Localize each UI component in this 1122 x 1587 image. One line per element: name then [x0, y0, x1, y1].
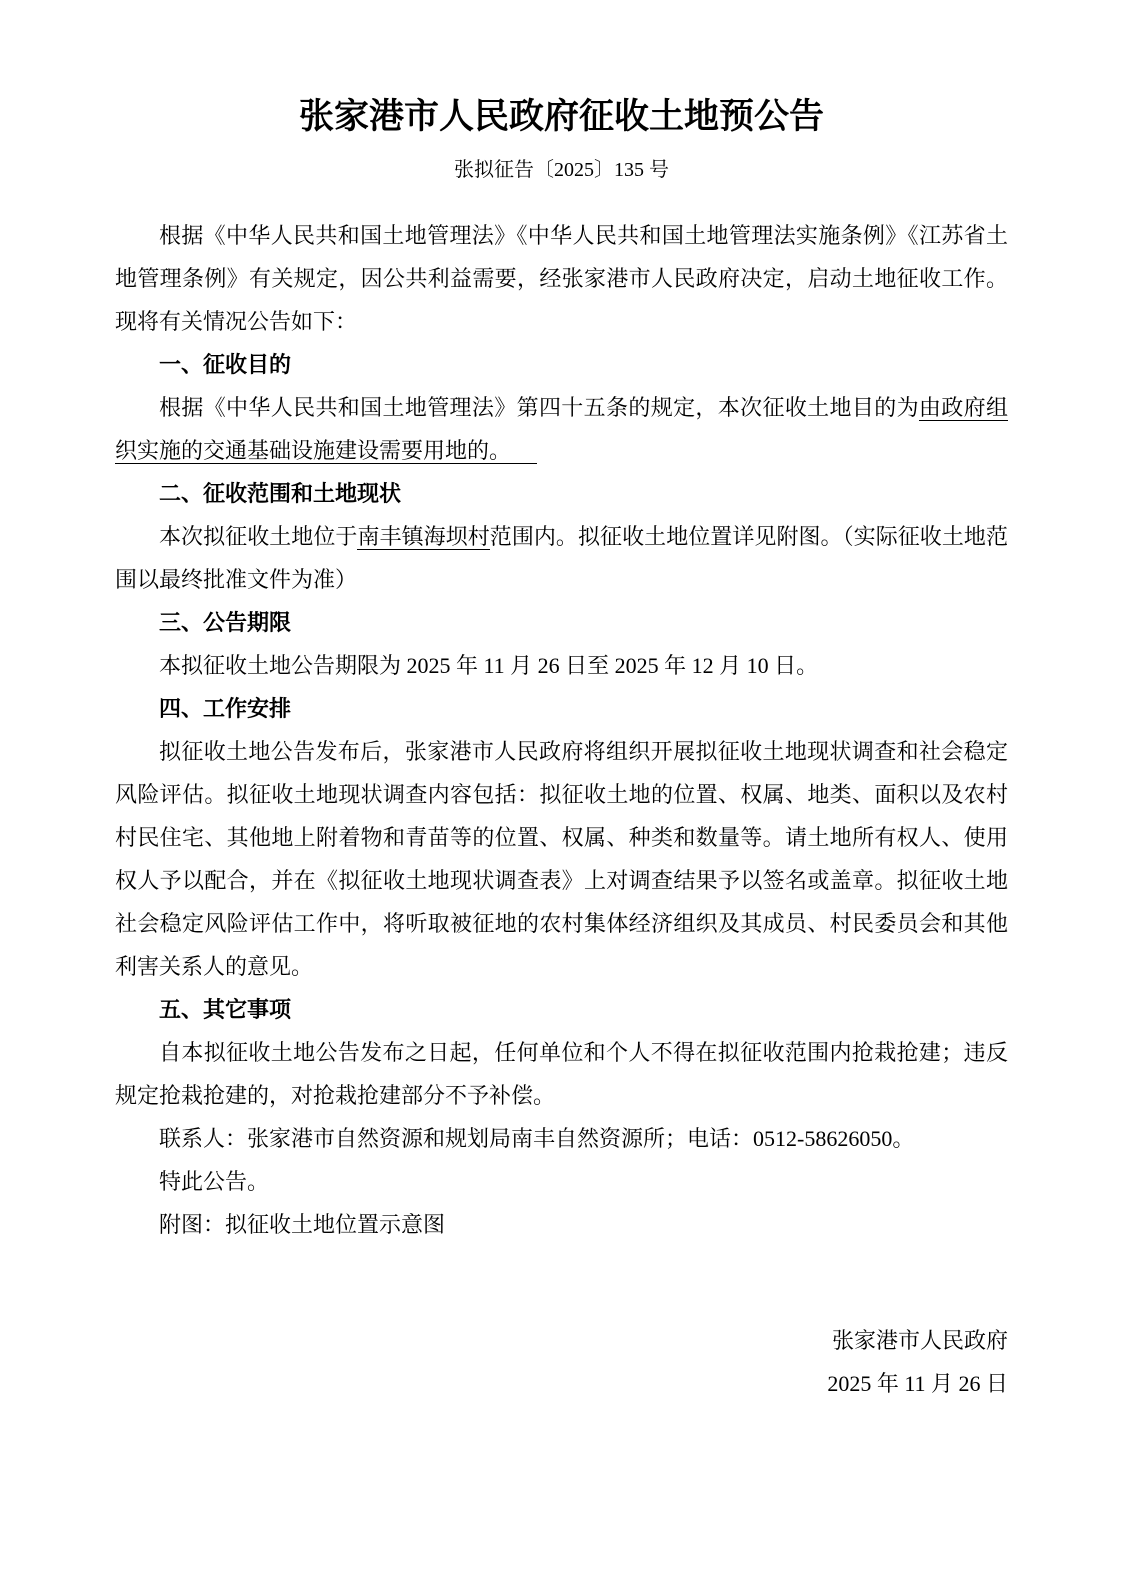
signature-authority: 张家港市人民政府: [831, 1328, 1008, 1353]
section-4-paragraph: 拟征收土地公告发布后，张家港市人民政府将组织开展拟征收土地现状调查和社会稳定风险评估。拟征收土地现状调查内容包括：拟征收土地的位置、权属、地类、面积以及农村村民住宅、其他地上附着物和青苗等的位置、权属、种类和数量等。请土地所有权人、使用权人予以配合，并在《拟征收土地现状调查表》上对调查结果予以签名或盖章。拟征收土地社会稳定风险评估工作中，将听取被征地的农村集体经济组织及其成员、村民委员会和其他利害关系人的意见。: [115, 739, 1008, 979]
section-1-paragraph: [115, 386, 1008, 472]
document-body: [115, 214, 1008, 1246]
section-1-underlined-text: 由政府组织实施的交通基础设施建设需要用地的。: [115, 395, 1008, 463]
intro-paragraph: 根据《中华人民共和国土地管理法》《中华人民共和国土地管理法实施条例》《江苏省土地管理条例》有关规定，因公共利益需要，经张家港市人民政府决定，启动土地征收工作。现将有关情况公告如下：: [115, 223, 1008, 334]
document-title: 张家港市人民政府征收土地预公告: [298, 97, 824, 136]
section-2-text-suffix: 范围内。拟征收土地位置详见附图。（实际征收土地范围以最终批准文件为准）: [115, 524, 1008, 592]
signature-date: 2025 年 11 月 26 日: [827, 1371, 1008, 1396]
section-2-underlined-text: 南丰镇海坝村: [357, 524, 490, 549]
section-2-paragraph: [115, 515, 1008, 601]
section-1-text: 根据《中华人民共和国土地管理法》第四十五条的规定，本次征收土地目的为: [159, 395, 919, 420]
document-number: 张拟征告〔2025〕135 号: [454, 159, 669, 181]
closing-line: 特此公告。: [159, 1169, 270, 1194]
section-3-paragraph: 本拟征收土地公告期限为 2025 年 11 月 26 日至 2025 年 12 月 10 日。: [159, 653, 819, 678]
section-5-paragraph: 自本拟征收土地公告发布之日起，任何单位和个人不得在拟征收范围内抢栽抢建；违反规定抢栽抢建的，对抢栽抢建部分不予补偿。: [115, 1040, 1008, 1108]
section-2-heading: 二、征收范围和土地现状: [159, 481, 402, 506]
section-1-heading: 一、征收目的: [159, 352, 292, 377]
signature-block: [115, 1319, 1008, 1405]
section-2-text-prefix: 本次拟征收土地位于: [159, 524, 358, 549]
section-4-heading: 四、工作安排: [159, 696, 292, 721]
attachment-line: 附图：拟征收土地位置示意图: [159, 1212, 446, 1237]
section-5-heading: 五、其它事项: [159, 997, 292, 1022]
section-3-heading: 三、公告期限: [159, 610, 292, 635]
contact-line: 联系人：张家港市自然资源和规划局南丰自然资源所；电话：0512-58626050。: [159, 1126, 915, 1151]
